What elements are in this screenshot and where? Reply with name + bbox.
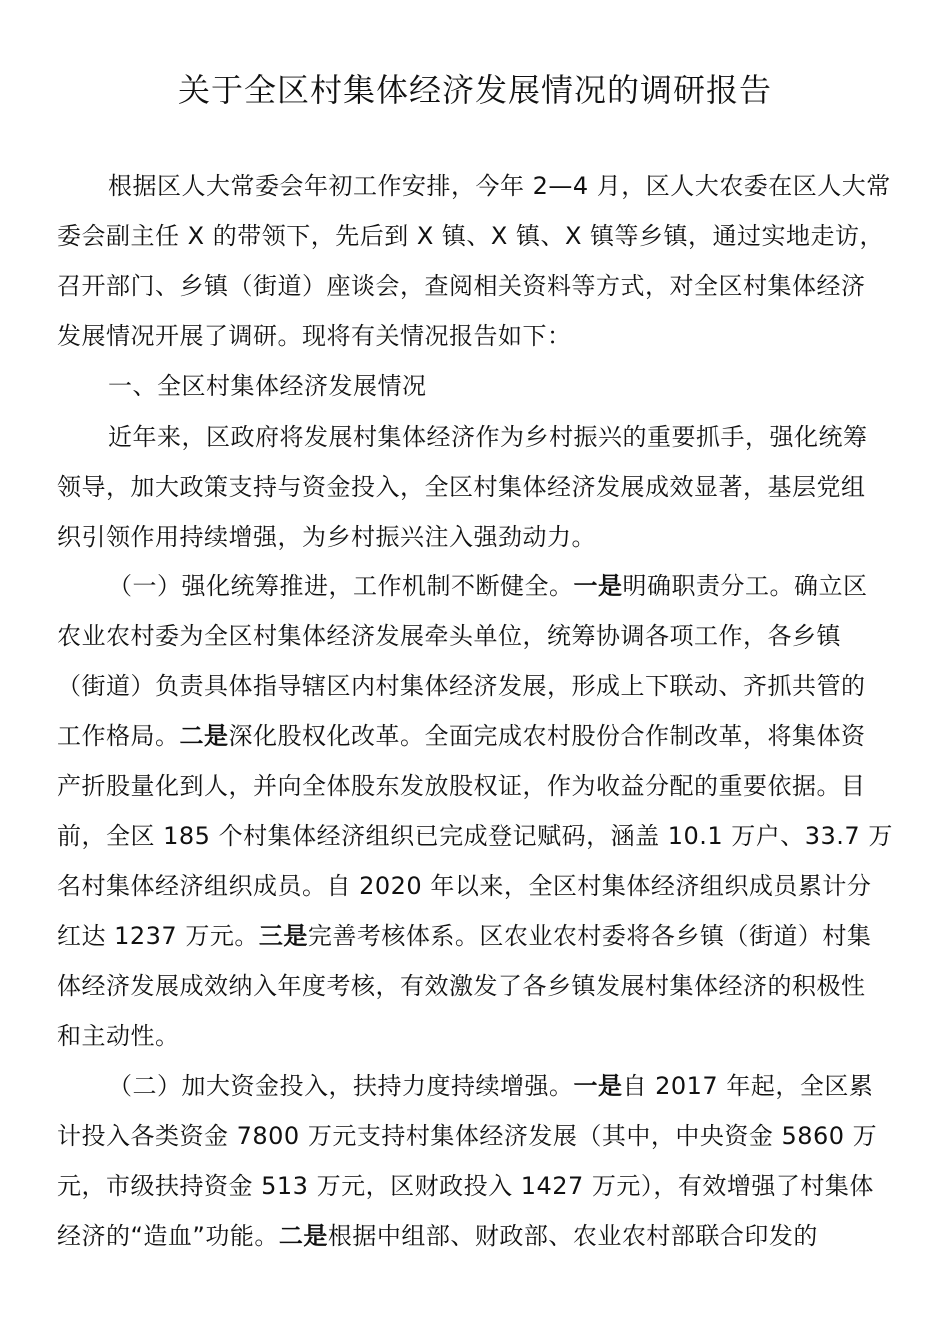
- text-run: 一、全区村集体经济发展情况: [108, 372, 427, 400]
- text-line: [57, 1116, 877, 1156]
- text-line: [57, 316, 572, 356]
- text-line: [57, 216, 884, 256]
- text-run: 完善考核体系。区农业农村委将各乡镇（街道）村集: [307, 922, 872, 950]
- text-run: 计投入各类资金 7800 万元支持村集体经济发展（其中，中央资金 5860 万: [57, 1122, 878, 1150]
- text-run: 织引领作用持续增强，为乡村振兴注入强劲动力。: [57, 523, 596, 551]
- text-run: 明确职责分工。确立区: [622, 572, 868, 600]
- text-run: 深化股权化改革。全面完成农村股份合作制改革，将集体资: [228, 722, 866, 750]
- text-run: 名村集体经济组织成员。自 2020 年以来，全区村集体经济组织成员累计分: [57, 872, 872, 900]
- text-line: [57, 766, 866, 806]
- text-line: [57, 916, 871, 956]
- bold-text-run: 二是: [179, 722, 229, 750]
- text-line: [57, 716, 866, 756]
- text-run: 红达 1237 万元。: [57, 922, 259, 950]
- section-heading: [108, 366, 427, 406]
- text-line: [57, 1166, 874, 1206]
- text-run: 经济的“造血”功能。: [57, 1222, 279, 1250]
- bold-text-run: 三是: [258, 922, 308, 950]
- bold-text-run: 一是: [573, 1072, 623, 1100]
- text-line: [108, 417, 868, 457]
- text-run: （一）强化统筹推进，工作机制不断健全。: [108, 572, 574, 600]
- text-run: 近年来，区政府将发展村集体经济作为乡村振兴的重要抓手，强化统筹: [108, 423, 868, 451]
- text-run: 工作格局。: [57, 722, 180, 750]
- text-run: 发展情况开展了调研。现将有关情况报告如下：: [57, 322, 572, 350]
- text-line: [57, 517, 596, 557]
- text-line: [57, 266, 866, 306]
- text-line: [57, 1216, 818, 1256]
- text-run: 和主动性。: [57, 1022, 180, 1050]
- text-run: 产折股量化到人，并向全体股东发放股权证，作为收益分配的重要依据。目: [57, 772, 866, 800]
- text-run: 农业农村委为全区村集体经济发展牵头单位，统筹协调各项工作，各乡镇: [57, 622, 841, 650]
- text-run: 根据区人大常委会年初工作安排，今年 2—4 月，区人大农委在区人大常: [108, 172, 891, 200]
- text-run: 体经济发展成效纳入年度考核，有效激发了各乡镇发展村集体经济的积极性: [57, 972, 866, 1000]
- text-run: 召开部门、乡镇（街道）座谈会，查阅相关资料等方式，对全区村集体经济: [57, 272, 866, 300]
- text-line: [57, 666, 866, 706]
- text-line: [108, 1066, 873, 1106]
- text-run: 委会副主任 X 的带领下，先后到 X 镇、X 镇、X 镇等乡镇，通过实地走访，: [57, 222, 885, 250]
- text-line: [57, 866, 871, 906]
- text-run: （街道）负责具体指导辖区内村集体经济发展，形成上下联动、齐抓共管的: [57, 672, 866, 700]
- text-run: 元，市级扶持资金 513 万元，区财政投入 1427 万元），有效增强了村集体: [57, 1172, 874, 1200]
- text-run: 前，全区 185 个村集体经济组织已完成登记赋码，涵盖 10.1 万户、33.7 万: [57, 822, 893, 850]
- text-run: 领导，加大政策支持与资金投入，全区村集体经济发展成效显著，基层党组: [57, 473, 866, 501]
- text-line: [57, 467, 866, 507]
- text-line: [108, 566, 868, 606]
- bold-text-run: 一是: [573, 572, 623, 600]
- text-line: [57, 1016, 180, 1056]
- document-title: 关于全区村集体经济发展情况的调研报告: [177, 71, 772, 109]
- text-run: 根据中组部、财政部、农业农村部联合印发的: [327, 1222, 818, 1250]
- bold-text-run: 二是: [278, 1222, 328, 1250]
- text-line: [108, 166, 891, 206]
- text-line: [57, 966, 866, 1006]
- text-line: [57, 816, 893, 856]
- text-run: （二）加大资金投入，扶持力度持续增强。: [108, 1072, 574, 1100]
- text-line: [57, 616, 841, 656]
- text-run: 自 2017 年起，全区累: [622, 1072, 874, 1100]
